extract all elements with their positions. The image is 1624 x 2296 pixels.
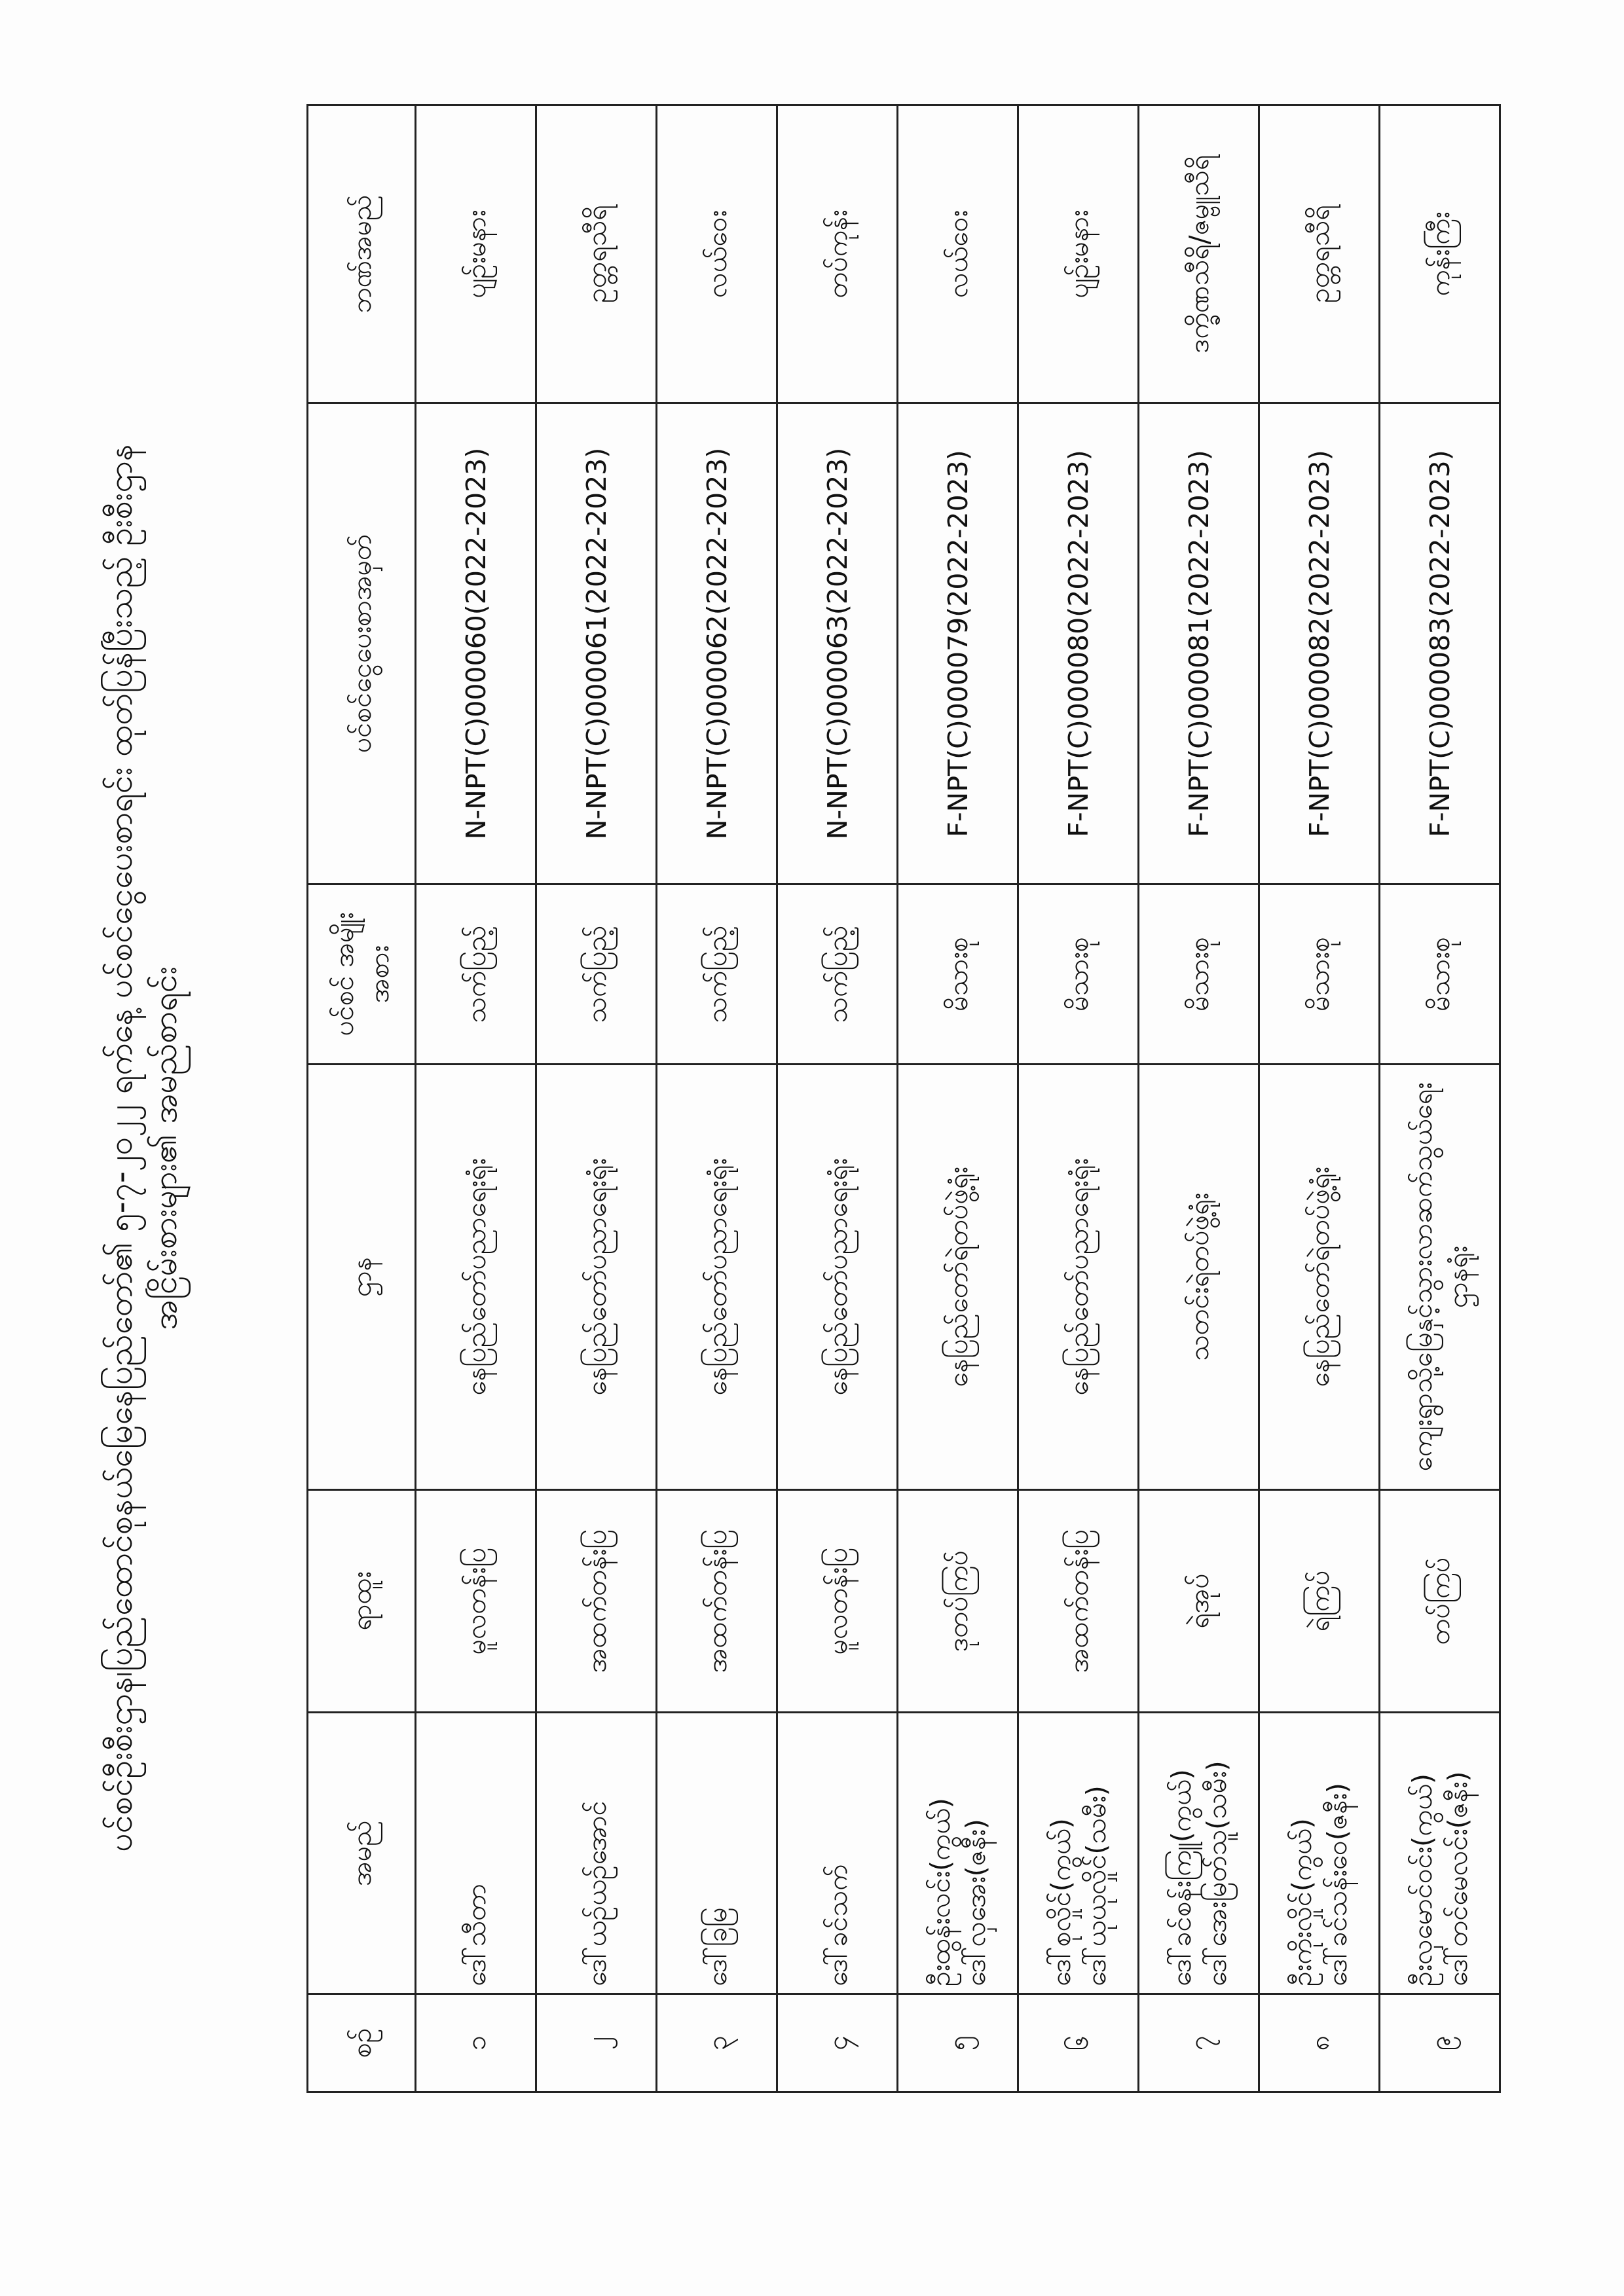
header-pension-no: ပင်စင်ငွေပေးစာအမှတ် xyxy=(308,403,416,884)
cell-pension-type: မိသားစု xyxy=(1259,884,1380,1065)
cell-township: လယ်ဝေး xyxy=(898,105,1018,403)
table-row xyxy=(657,105,777,2092)
cell-rank: အထက်တန်းပြ xyxy=(1018,1490,1139,1713)
cell-rank: တပ်ကြပ် xyxy=(1380,1490,1500,1713)
table-row xyxy=(777,105,898,2092)
cell-rank: အထက်တန်းပြ xyxy=(657,1490,777,1713)
cell-pension-no: N-NPT(C)000062(2022-2023) xyxy=(657,403,777,884)
cell-pension-type: မိသားစု xyxy=(1139,884,1259,1065)
cell-pension-type: မိသားစု xyxy=(898,884,1018,1065)
header-rank: ရာထူး xyxy=(308,1490,416,1713)
cell-pension-no: N-NPT(C)000060(2022-2023) xyxy=(416,403,536,884)
cell-no: ၈ xyxy=(1259,1994,1380,2092)
cell-pension-type: သက်ပြည့် xyxy=(536,884,657,1065)
table-row xyxy=(416,105,536,2092)
cell-pension-no: F-NPT(C)000081(2022-2023) xyxy=(1139,403,1259,884)
cell-pension-no: N-NPT(C)000061(2022-2023) xyxy=(536,403,657,884)
cell-rank: ရဲအုပ် xyxy=(1139,1490,1259,1713)
table-row xyxy=(1139,105,1259,2092)
cell-pension-no: F-NPT(C)000083(2022-2023) xyxy=(1380,403,1500,884)
header-name: အမည် xyxy=(308,1713,416,1994)
cell-name: ဒေါ်ခြမြ xyxy=(657,1713,777,1994)
cell-township: ဥတ္တရသီရိ xyxy=(1259,105,1380,403)
cell-pension-type: သက်ပြည့် xyxy=(777,884,898,1065)
cell-no: ၉ xyxy=(1380,1994,1500,2092)
cell-name: ဦးလှမောင်ဝင်း(ကွယ်) ဒေါ်တင်မေလင်း(ဇနီး) xyxy=(1380,1713,1500,1994)
cell-department: သတင်းရဲတပ်ဖွဲ့ရုံး xyxy=(1139,1065,1259,1490)
cell-rank: အထက်တန်းပြ xyxy=(536,1490,657,1713)
cell-pension-type: မိသားစု xyxy=(1018,884,1139,1065)
title-line-2: အငြိမ်းစားများ၏ အမည်စာရင်း xyxy=(146,966,184,1330)
table-row xyxy=(1380,105,1500,2092)
cell-department: နေပြည်တော်ပညာရေးရုံး xyxy=(1018,1065,1139,1490)
cell-rank: မူလတန်းပြ xyxy=(777,1490,898,1713)
cell-department: နေပြည်တော်ပညာရေးရုံး xyxy=(777,1065,898,1490)
document-title xyxy=(98,0,187,2296)
cell-rank: ဒုတပ်ကြပ် xyxy=(898,1490,1018,1713)
cell-pension-type: သက်ပြည့် xyxy=(657,884,777,1065)
cell-pension-no: F-NPT(C)000082(2022-2023) xyxy=(1259,403,1380,884)
cell-township: ဥတ္တရသီရိ xyxy=(536,105,657,403)
cell-name: ဒေါ်ယဉ်ယဉ်အောင် xyxy=(536,1713,657,1994)
cell-township: လယ်ဝေး xyxy=(657,105,777,403)
cell-no: ၆ xyxy=(1018,1994,1139,2092)
table-row xyxy=(536,105,657,2092)
title-line-1: ပင်စင်ဦးစီးဌာန၊ပြည်ထောင်စုနယ်မြေနေပြည်တော်၏ ၅-၇-၂၀၂၂ ရက်နေ့ ပင်စင်ငွေပေးစာရင်း ထုတ်ပြန်ပြီးသည့် ဦးစီးဌာန xyxy=(101,444,139,1852)
cell-name: ဒေါ်သီတာ xyxy=(416,1713,536,1994)
cell-township: ဒက္ခိဏသီရိ/ဇမ္ဗူသီရိ xyxy=(1139,105,1259,403)
cell-no: ၂ xyxy=(536,1994,657,2092)
cell-department: နေပြည်တော်ပညာရေးရုံး xyxy=(536,1065,657,1490)
cell-township: ပျဉ်းမနား xyxy=(1018,105,1139,403)
cell-rank: ရဲကြပ် xyxy=(1259,1490,1380,1713)
cell-department: နေပြည်တော်ရဲတပ်ဖွဲ့ရုံး xyxy=(1259,1065,1380,1490)
cell-no: ၃ xyxy=(657,1994,777,2092)
cell-name: ဒေါ်ခင်သက် xyxy=(777,1713,898,1994)
cell-no: ၄ xyxy=(777,1994,898,2092)
cell-name: ဒေါ်ခင်စန်းကြူ(ကွယ်) ဒေါ်အေးမြတ်သူ(သမီး) xyxy=(1139,1713,1259,1994)
cell-township: တပ်ကုန်း xyxy=(777,105,898,403)
cell-pension-type: မိသားစု xyxy=(1380,884,1500,1065)
table-row xyxy=(1018,105,1139,2092)
cell-name: ဦးထွန်းလင်း(ကွယ်) ဒေါ်လှအေး(ဇနီး) xyxy=(898,1713,1018,1994)
cell-pension-no: F-NPT(C)000079(2022-2023) xyxy=(898,403,1018,884)
cell-name: ဦးကိုးလှိုင်(ကွယ်) ဒေါ်ခင်သန်းဝေ(ဇနီး) xyxy=(1259,1713,1380,1994)
header-department: ဌာန xyxy=(308,1065,416,1490)
header-township: ဘဏ်အမည် xyxy=(308,105,416,403)
cell-department: ကျေးရွာသို့မြေနှင့်သွားလာဆက်သွယ်ရေးဌာနရုံး xyxy=(1380,1065,1500,1490)
header-pension-type: ပင်စင် အမျိုးအစား xyxy=(308,884,416,1065)
cell-no: ၅ xyxy=(898,1994,1018,2092)
cell-township: ကုန်းကြီး xyxy=(1380,105,1500,403)
cell-pension-no: F-NPT(C)000080(2022-2023) xyxy=(1018,403,1139,884)
table-body xyxy=(416,105,1500,2092)
cell-no: ၁ xyxy=(416,1994,536,2092)
cell-department: နေပြည်တော်ရဲတပ်ဖွဲ့ရုံး xyxy=(898,1065,1018,1490)
header-no: စဥ် xyxy=(308,1994,416,2092)
table-header-row xyxy=(308,105,416,2092)
cell-township: ပျဉ်းမနား xyxy=(416,105,536,403)
cell-pension-type: သက်ပြည့် xyxy=(416,884,536,1065)
cell-pension-no: N-NPT(C)000063(2022-2023) xyxy=(777,403,898,884)
cell-name: ဒေါ်စုလှိုင်(ကွယ်) ဒေါ်ယုယုလှိုင်(သမီး) xyxy=(1018,1713,1139,1994)
cell-department: နေပြည်တော်ပညာရေးရုံး xyxy=(416,1065,536,1490)
table-row xyxy=(1259,105,1380,2092)
cell-rank: မူလတန်းပြ xyxy=(416,1490,536,1713)
table-row xyxy=(898,105,1018,2092)
cell-no: ၇ xyxy=(1139,1994,1259,2092)
pensioner-table xyxy=(306,104,1501,2093)
cell-department: နေပြည်တော်ပညာရေးရုံး xyxy=(657,1065,777,1490)
